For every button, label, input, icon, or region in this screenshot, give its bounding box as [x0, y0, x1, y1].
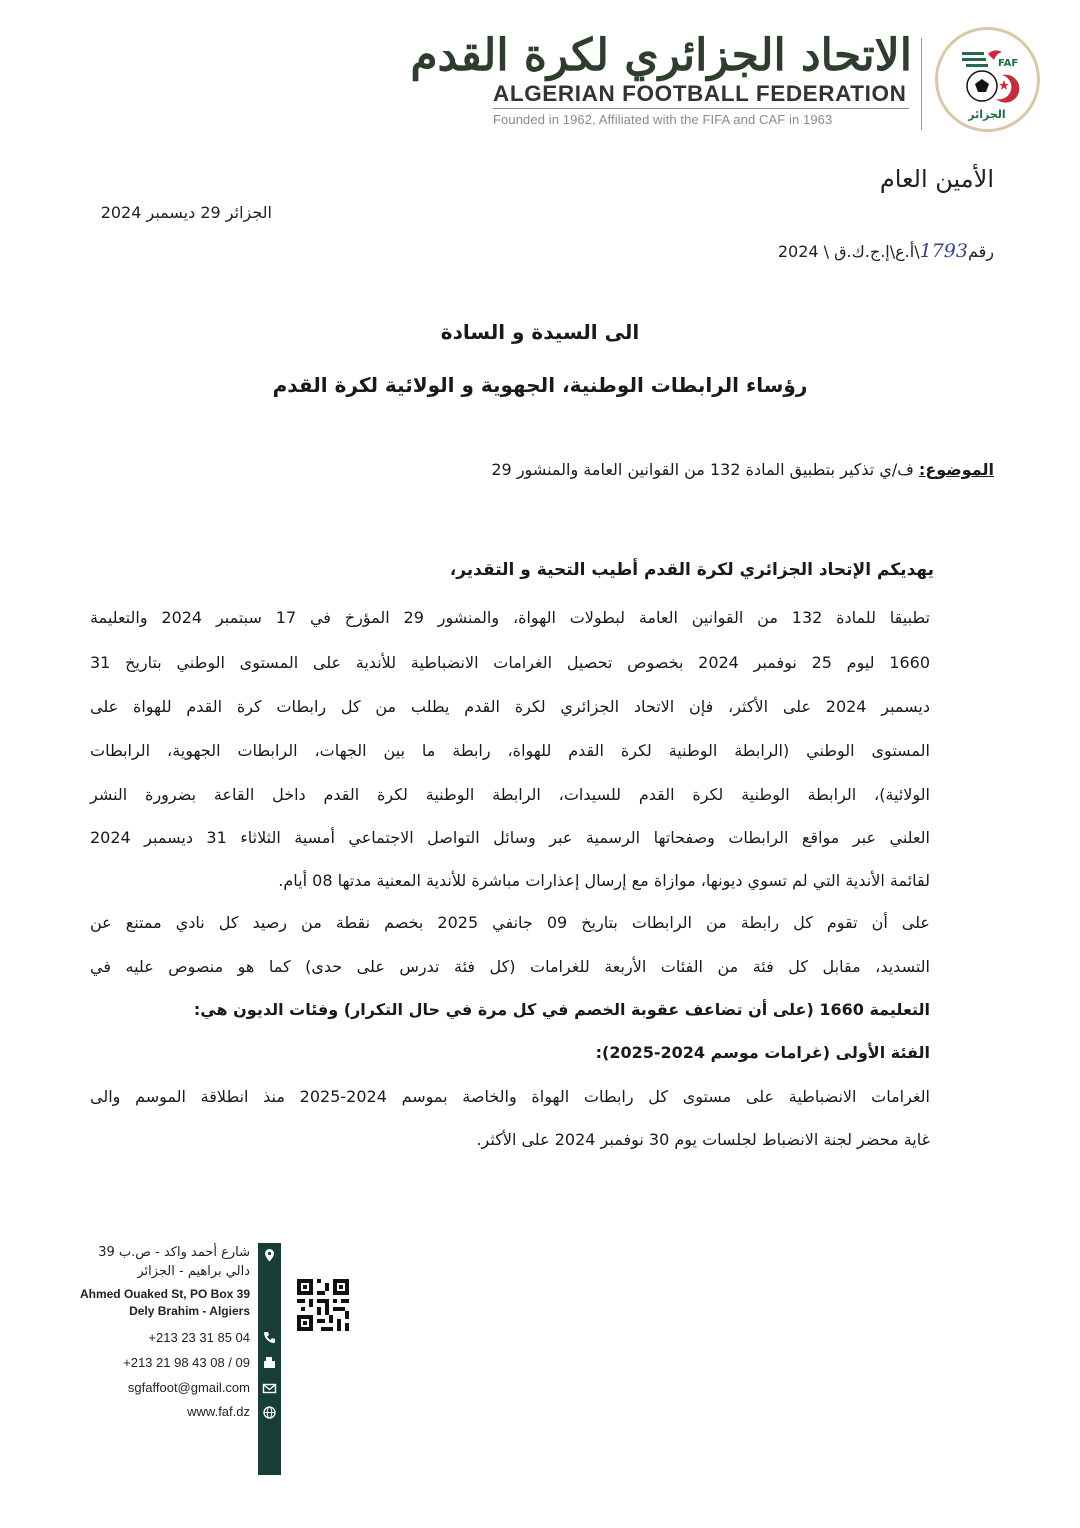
body-line: 1660 ليوم 25 نوفمبر 2024 بخصوص تحصيل الغرامات الانضباطية للأندية على المستوى الوطني بتاريخ 31: [90, 653, 930, 672]
body-line: الغرامات الانضباطية على مستوى كل رابطات الهواة والخاصة بموسم 2024-2025 منذ انطلاقة الموسم والى: [90, 1087, 930, 1106]
reference-prefix: رقم: [967, 242, 994, 261]
greeting: يهديكم الإتحاد الجزائري لكرة القدم أطيب التحية و التقدير،: [449, 560, 934, 580]
address-english-line-2: Dely Brahim - Algiers: [129, 1304, 250, 1318]
sender-office: الأمين العام: [879, 165, 994, 193]
subject-text: ف/ي تذكير بتطبيق المادة 132 من القوانين العامة والمنشور 29: [491, 460, 919, 479]
svg-text:الجزائر: الجزائر: [968, 108, 1006, 121]
body-line: التسديد، مقابل كل فئة من الفئات الأربعة للغرامات (كل فئة تدرس على حدى) كما هو منصوص عليه في: [90, 957, 930, 976]
svg-text:FAF: FAF: [998, 58, 1019, 69]
letter-date: الجزائر 29 ديسمبر 2024: [100, 203, 272, 222]
reference-suffix: \أ.ع\إ.ج.ك.ق \ 2024: [777, 242, 920, 261]
globe-icon: [261, 1404, 278, 1421]
reference-number: [778, 240, 994, 262]
addressee-line-2: رؤساء الرابطات الوطنية، الجهوية و الولائية لكرة القدم: [272, 373, 808, 397]
header-separator: [921, 38, 922, 130]
body-line: تطبيقا للمادة 132 من القوانين العامة لبطولات الهواة، والمنشور 29 المؤرخ في 17 سبتمبر 2024 والتعليمة: [90, 608, 930, 627]
category-heading: الفئة الأولى (غرامات موسم 2024-2025):: [595, 1043, 930, 1062]
address-arabic-line-1: شارع أحمد واكد - ص.ب 39: [98, 1245, 250, 1260]
header-rule: [493, 108, 909, 109]
envelope-icon: [261, 1380, 278, 1397]
body-line: التعليمة 1660 (على أن تضاعف عقوبة الخصم في كل مرة في حال التكرار) وفئات الديون هي:: [193, 1000, 930, 1019]
federation-name-english: ALGERIAN FOOTBALL FEDERATION: [493, 81, 907, 106]
body-line: لقائمة الأندية التي لم تسوي ديونها، موازاة مع إرسال إعذارات مباشرة للأندية المعنية مدتها 08 أيام.: [278, 871, 930, 890]
email-address: sgfaffoot@gmail.com: [127, 1380, 250, 1395]
addressee-line-1: الى السيدة و السادة: [440, 320, 640, 344]
address-arabic-line-2: دالي براهيم - الجزائر: [137, 1264, 250, 1279]
body-line: المستوى الوطني (الرابطة الوطنية لكرة القدم للهواة، رابطة ما بين الجهات، الرابطات الجهوية، الرابطات: [90, 741, 930, 760]
fax-icon: [261, 1354, 278, 1371]
subject-label: الموضوع:: [918, 460, 994, 479]
website-link[interactable]: www.faf.dz: [187, 1404, 250, 1419]
body-line: غاية محضر لجنة الانضباط لجلسات يوم 30 نوفمبر 2024 على الأكثر.: [476, 1130, 930, 1149]
fax-number: +213 21 98 43 08 / 09: [123, 1355, 250, 1370]
body-line: العلني عبر مواقع الرابطات وصفحاتها الرسمية عبر وسائل التواصل الاجتماعي أمسية الثلاثاء 31 ديسمبر 2024: [90, 828, 930, 847]
faf-logo: [935, 27, 1040, 132]
faf-emblem-icon: [938, 30, 1037, 129]
address-english-line-1: Ahmed Ouaked St, PO Box 39: [79, 1287, 250, 1301]
location-pin-icon: [261, 1247, 278, 1264]
body-line: ديسمبر 2024 على الأكثر، فإن الاتحاد الجزائري لكرة القدم يطلب من كل رابطات كرة القدم للهواة على: [90, 697, 931, 716]
phone-icon: [261, 1329, 278, 1346]
federation-name-arabic: الاتحاد الجزائري لكرة القدم: [410, 30, 912, 81]
phone-number: +213 23 31 85 04: [148, 1330, 250, 1345]
body-line: الولائية)، الرابطة الوطنية لكرة القدم للسيدات، الرابطة الوطنية لكرة القدم داخل القاعة بضرورة النشر: [90, 785, 930, 804]
body-line: على أن تقوم كل رابطة من الرابطات بتاريخ 09 جانفي 2025 بخصم نقطة من رصيد كل نادي ممتنع عن: [90, 913, 930, 932]
reference-handwritten-number: 1793: [919, 240, 968, 262]
federation-founded-line: Founded in 1962, Affiliated with the FIFA and CAF in 1963: [493, 112, 833, 127]
subject-line: [491, 460, 994, 479]
qr-code: [297, 1279, 349, 1331]
